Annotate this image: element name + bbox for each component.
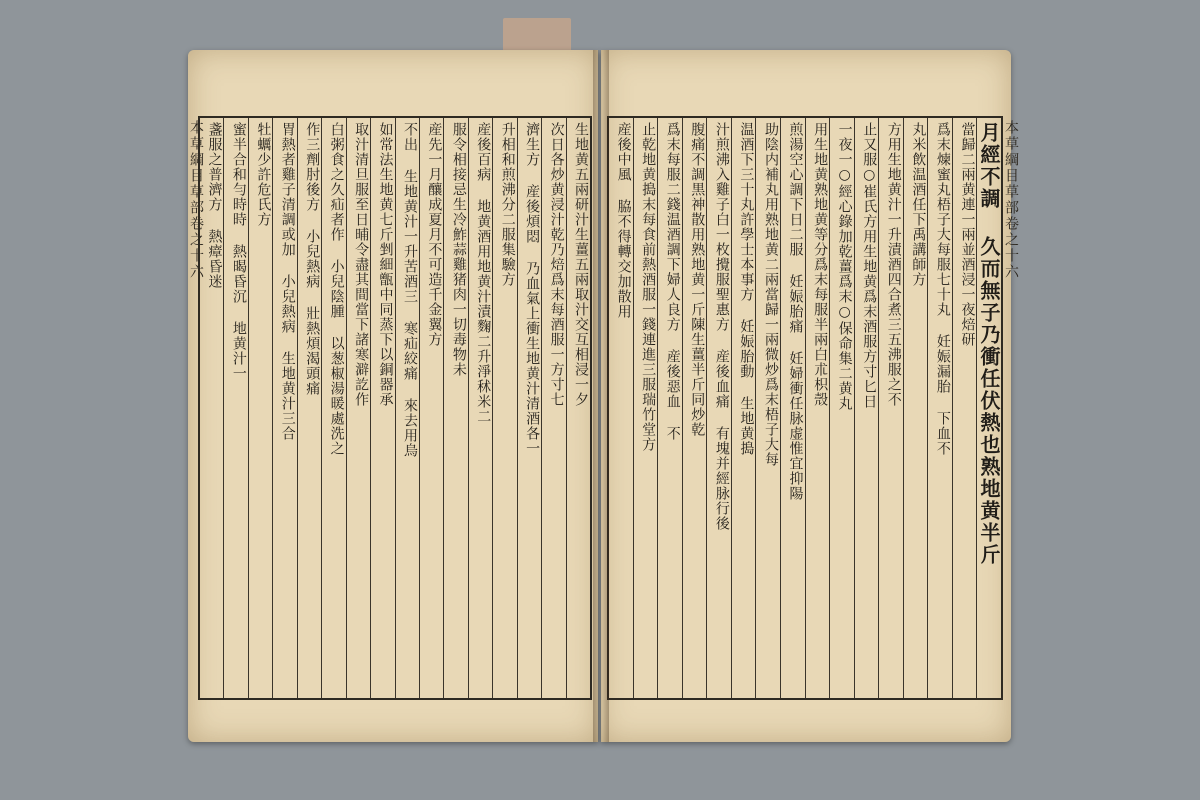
left-text-frame [198,116,592,700]
text-column: 濟生方 産後煩悶 乃血氣上衝生地黄汁清酒各一 [517,118,541,698]
text-column: 服令相接忌生冷鮓蒜雞猪肉一切毒物未 [443,118,467,698]
text-column: 月經不調 久而無子乃衝任伏熱也熟地黄半斤 [976,118,1001,698]
text-column: 胃熱者雞子清調或加 小兒熱病 生地黄汁三合 [272,118,296,698]
text-column: 一夜一○經心錄加乾薑爲末○保命集二黄丸 [829,118,854,698]
text-column: 産後中風 脇不得轉交加散用 [615,122,632,319]
text-column: 牡蠣少許危氏方 [248,118,272,698]
left-page [188,50,598,742]
text-column: 盞服之普濟方 熱瘴昏迷 [206,122,223,289]
text-column: 止乾地黄搗末每食前熱酒服一錢連進三服瑞竹堂方 [633,118,658,698]
open-book [188,50,1019,747]
right-page [601,50,1019,742]
text-column: 産先一月釀成夏月不可造千金翼方 [419,118,443,698]
left-margin-title: 本草綱目草部卷之十六 [188,120,204,280]
text-column: 煎湯空心調下日二服 妊娠胎痛 妊婦衝任脉虚惟宜抑陽 [780,118,805,698]
text-column: 温酒下三十丸許學士本事方 妊娠胎動 生地黄搗 [731,118,756,698]
book-gutter [593,50,609,742]
text-column: 用生地黄熟地黄等分爲末每服半兩白朮枳殼 [805,118,830,698]
text-column: 蜜半合和勻時時 熱暍昏沉 地黄汁一 [223,118,247,698]
text-column: 汁煎沸入雞子白一枚攪服聖惠方 産後血痛 有塊并經脉行後 [706,118,731,698]
text-column: 不出 生地黄汁一升苦酒三 寒疝絞痛 來去用烏 [395,118,419,698]
text-column: 取汁清旦服至日晡令盡其間當下諸寒澼訖作 [346,118,370,698]
text-column: 作三劑肘後方 小兒熱病 壯熱煩渴頭痛 [297,118,321,698]
text-column: 升相和煎沸分二服集驗方 [492,118,516,698]
text-column: 爲末煉蜜丸梧子大每服七十丸 妊娠漏胎 下血不 [927,118,952,698]
text-column: 當歸二兩黄連一兩並酒浸一夜焙研 [952,118,977,698]
text-column: 生地黄五兩研汁生薑五兩取汁交互相浸一夕 [566,118,590,698]
text-column: 如常法生地黄七斤剉細甑中同蒸下以銅器承 [370,118,394,698]
text-column: 次日各炒黄浸汁乾乃焙爲末每酒服一方寸七 [541,118,565,698]
text-column: 助陰内補丸用熟地黄二兩當歸一兩微炒爲末梧子大每 [755,118,780,698]
text-column: 丸米飲温酒任下禹講師方 [903,118,928,698]
text-column: 止又服○崔氏方用生地黄爲末酒服方寸匕日 [854,118,879,698]
text-column: 産後百病 地黄酒用地黄汁漬麴二升淨秫米二 [468,118,492,698]
text-column: 白粥食之久疝者作 小兒陰腫 以葱椒湯暖處洗之 [321,118,345,698]
text-column: 爲末每服二錢温酒調下婦人良方 産後惡血 不 [657,118,682,698]
text-column: 方用生地黄汁一升漬酒四合煮三五沸服之不 [878,118,903,698]
text-column: 腹痛不調黒神散用熟地黄一斤陳生薑半斤同炒乾 [682,118,707,698]
right-text-frame [607,116,1003,700]
right-columns [609,118,1001,698]
left-columns [200,118,590,698]
right-margin-title: 本草綱目草部卷之十六 [1003,120,1019,280]
